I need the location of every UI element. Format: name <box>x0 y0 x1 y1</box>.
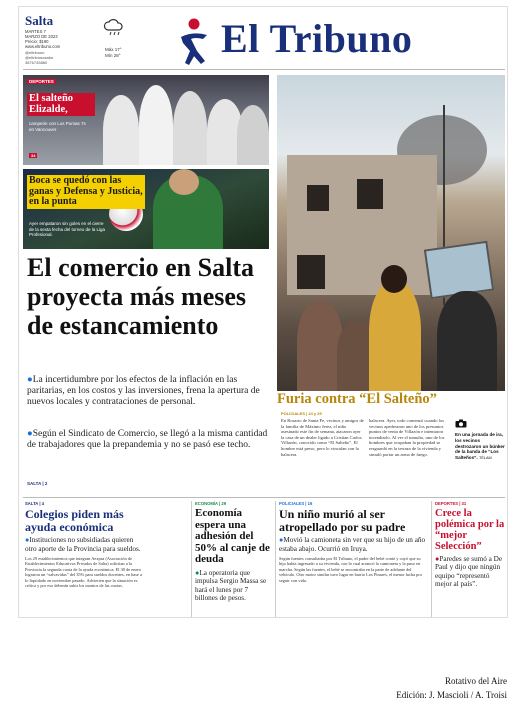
bottom-story-2[interactable] <box>195 501 271 602</box>
photo-caption: En una jornada de ira, los vecinos destrozaron un búnker de la banda de “Los Salteños”. TÉLAM <box>455 432 505 461</box>
bullet-icon: ● <box>27 429 33 439</box>
person-head <box>381 265 407 293</box>
story-title[interactable]: El salteño Elizalde, <box>27 93 95 116</box>
credit-edition: Edición: J. Mascioli / A. Troisi <box>396 690 507 700</box>
player-figure <box>237 105 269 165</box>
story-body: Según fuentes consultadas por El Tribuno, el padre del bebé contó y cuyó que su hijo había ingresado a su vivienda, con lo cual arrancó la camioneta y la puso en marcha. Según las fuentes, el bebé se encontraba en la parte de adelante del vehículo. Otro motor similar tuvo lugar en barrio Los Pinares, el menor lucha por seguir con vida. <box>279 556 423 583</box>
player-figure <box>103 95 139 165</box>
masthead <box>23 11 505 67</box>
story-subtitle: Ayer empataron sin goles en el cierre de la sexta fecha del torneo de la Liga Profesional. <box>29 221 106 237</box>
story-title[interactable]: Boca se quedó con las ganas y Defensa y Justicia, en la punta <box>27 175 145 209</box>
story-title[interactable]: Crece la polémica por la “mejor Selección” <box>435 508 505 553</box>
date-line: MARTES 7 <box>25 29 46 34</box>
story-lead: ●Instituciones no subsidiadas quieren otro aporte de la Provincia para sueldos. <box>25 536 141 553</box>
story-subtitle: campeón con Los Pumas 7s en Vancouver <box>29 121 86 132</box>
story-body: Los 29 establecimientos que integran Aexpsa (Asociación de Establecimientos Educativos Privados de Salta) solicitan a la Provincia la segunda cuota de la ayuda económica. El 30 de enero lograron un “salvavidas” del 35% para sueldos docentes, en base a lo liquidado en noviembre pasado. Advierten que la situación es crítica y por eso deberán subir los montos de las cuotas. <box>25 556 142 589</box>
bullet-icon: ● <box>435 555 440 564</box>
section-tag: ECONOMÍA | 29 <box>195 501 227 506</box>
bottom-story-1[interactable] <box>25 501 145 588</box>
house-window <box>357 179 383 209</box>
month-line: MARZO DE 2023 <box>25 34 58 39</box>
main-bullet-2: ●Según el Sindicato de Comercio, se llegó a la misma cantidad de trabajadores que la prepandemia y no se pasó ese techo. <box>27 429 268 450</box>
cloud-rain-icon <box>103 19 125 37</box>
page-number: 34 <box>31 153 36 158</box>
bullet-icon: ● <box>27 375 33 385</box>
sports-photo-rugby[interactable] <box>23 75 269 165</box>
section-tag: DEPORTES <box>29 79 54 84</box>
person-figure <box>369 281 421 391</box>
bottom-story-4[interactable] <box>435 501 505 589</box>
section-tag: DEPORTES | 31 <box>435 501 467 506</box>
city-name: Salta <box>25 13 54 28</box>
section-divider <box>23 497 505 498</box>
temperatures <box>105 47 122 59</box>
bullet-icon: ● <box>279 536 284 545</box>
section-tag: POLICIALES | 16 <box>279 501 313 506</box>
house-window <box>307 185 329 211</box>
main-headline[interactable]: El comercio en Salta proyecta más meses de estancamiento <box>27 253 254 340</box>
bullet-icon: ● <box>25 536 30 545</box>
player-figure <box>173 91 207 165</box>
masthead-divider <box>23 69 505 70</box>
column-separator <box>191 501 192 617</box>
camera-icon <box>455 419 467 428</box>
window-frame-carried <box>424 241 494 299</box>
web-line: www.eltribuno.com <box>25 44 61 49</box>
temp-max: Máx 17° <box>105 47 122 52</box>
main-photo-riot[interactable] <box>277 75 505 391</box>
photo-credit: TÉLAM <box>479 456 492 461</box>
main-section-label: SALTA | 2 <box>27 481 48 486</box>
main-bullet-1: ●La incertidumbre por los efectos de la inflación en las paritarias, en los costos y las inversiones, frena la apertura de nuevos locales y contrataciones de personal. <box>27 375 260 407</box>
price-line: Precio: $190 <box>25 39 49 44</box>
photo-body-right: balacera. Ayer, todo comenzó cuando los vecinos apedrearon uno de los presuntos puntos de venta de Villazón e intentaron incendiarlo. Al ver el tumulto, uno de los hombres que ocupaban la propiedad se resguardó en la terraza de la vivienda y simuló portar un arma de fuego. <box>369 418 445 457</box>
newspaper-front-page <box>18 6 508 618</box>
story-title[interactable]: Economía espera una adhesión del 50% al canje de deuda <box>195 507 270 566</box>
player-head <box>169 169 199 195</box>
temp-min: Mín 28° <box>105 53 121 58</box>
player-figure <box>139 85 173 165</box>
social-whatsapp[interactable]: 3876745880 <box>25 60 48 65</box>
column-separator <box>431 501 432 617</box>
story-title[interactable]: Colegios piden más ayuda económica <box>25 507 124 534</box>
photo-body-left: En Rosario de Santa Fe, vecinos y amigos de la familia de Máximo Jerez, el niño asesinado este fin de semana, atacaron ayer la casa de un dealer ligado a Cristian Carlos Villazón, conocido como “El Salteño”. El hombre está preso, pero lo vinculan con la balacera. <box>281 418 364 457</box>
section-tag: SALTA | 4 <box>25 501 45 506</box>
story-title[interactable]: Un niño murió al ser atropellado por su padre <box>279 507 406 534</box>
social-twitter[interactable]: @eltribunosalta <box>25 55 53 60</box>
photo-headline[interactable]: Furia contra “El Salteño” <box>277 391 437 407</box>
credit-program: Rotativo del Aire <box>445 676 507 686</box>
person-figure <box>437 291 497 391</box>
sports-photo-football[interactable] <box>23 169 269 249</box>
story-lead: ●La operatoria que impulsa Sergio Massa se hará el lunes por 7 billones de pesos. <box>195 568 267 602</box>
tribuno-logo-icon <box>173 17 213 67</box>
brand-title[interactable]: El Tribuno <box>221 16 413 61</box>
bullet-icon: ● <box>195 568 200 577</box>
photo-section-tag: POLICIALES | 24 y 25 <box>281 411 322 416</box>
house-window <box>297 255 325 289</box>
social-facebook[interactable]: @eltribuno <box>25 50 45 55</box>
story-lead: ●Movió la camioneta sin ver que su hijo de un año estaba abajo. Ocurrió en Iruya. <box>279 536 426 553</box>
column-separator <box>275 501 276 617</box>
bottom-story-3[interactable] <box>279 501 427 583</box>
story-lead: ●Paredes se sumó a De Paul y dijo que ningún equipo “representó mejor al país”. <box>435 555 503 589</box>
